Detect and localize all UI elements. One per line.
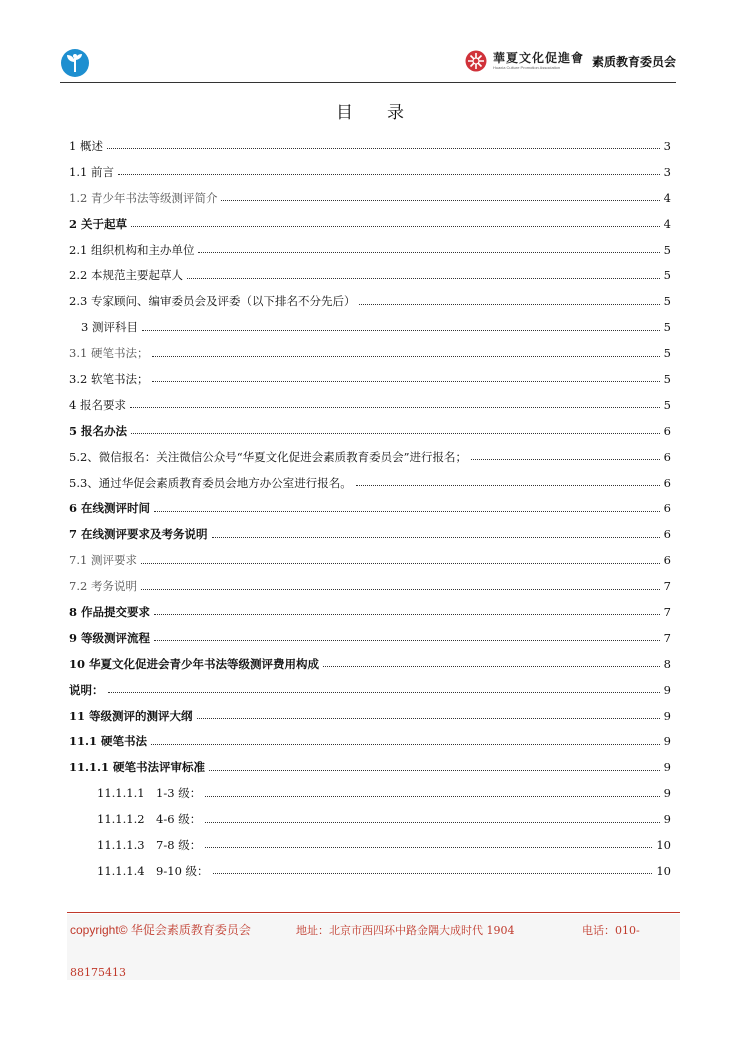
toc-entry[interactable] <box>69 133 671 159</box>
toc-page-number: 6 <box>663 527 671 542</box>
child-sprout-logo-icon <box>60 48 90 78</box>
toc-page-number: 7 <box>663 604 671 619</box>
toc-page-number: 9 <box>663 734 671 749</box>
toc-page-number: 5 <box>663 268 671 283</box>
toc-entry[interactable] <box>69 806 671 832</box>
toc-entry-title: 3 测评科目 <box>81 320 138 335</box>
toc-dot-leader <box>198 252 659 253</box>
toc-dot-leader <box>131 226 660 227</box>
toc-page-number: 9 <box>663 760 671 775</box>
org-name-cn: 華夏文化促進會 <box>492 50 584 65</box>
toc-page-number: 6 <box>663 553 671 568</box>
toc-page-number: 9 <box>663 682 671 697</box>
toc-dot-leader <box>118 174 660 175</box>
toc-page-number: 8 <box>663 656 671 671</box>
toc-entry[interactable] <box>69 314 671 340</box>
toc-entry-title: 5 报名办法 <box>69 423 128 438</box>
toc-entry[interactable] <box>69 832 671 858</box>
toc-page-number: 6 <box>663 449 671 464</box>
toc-page-number: 6 <box>663 501 671 516</box>
org-brand <box>465 46 676 76</box>
toc-entry[interactable] <box>69 237 671 263</box>
page-header <box>60 40 676 84</box>
association-seal-icon <box>465 50 487 72</box>
toc-page-number: 10 <box>656 863 671 878</box>
toc-entry-title: 2.3 专家顾问、编审委员会及评委（以下排名不分先后） <box>69 294 356 309</box>
toc-entry-title: 11 等级测评的测评大纲 <box>69 708 193 723</box>
footer-address: 地址：北京市西四环中路金隅大成时代 1904 <box>296 924 515 937</box>
toc-dot-leader <box>142 330 660 331</box>
toc-entry-title: 1.2 青少年书法等级测评简介 <box>69 190 218 205</box>
toc-entry[interactable] <box>69 288 671 314</box>
toc-dot-leader <box>187 278 660 279</box>
toc-dot-leader <box>205 822 659 823</box>
org-name <box>493 52 584 71</box>
toc-dot-leader <box>212 537 660 538</box>
toc-entry-title: 7.1 测评要求 <box>69 553 137 568</box>
toc-entry[interactable] <box>69 651 671 677</box>
footer-phone-label: 电话：010- <box>582 924 640 937</box>
toc-page-number: 7 <box>663 579 671 594</box>
toc-dot-leader <box>221 200 659 201</box>
toc-dot-leader <box>205 796 659 797</box>
toc-page-number: 10 <box>656 837 671 852</box>
toc-entry[interactable] <box>69 573 671 599</box>
toc-dot-leader <box>471 459 660 460</box>
toc-entry[interactable] <box>69 754 671 780</box>
toc-page-number: 6 <box>663 423 671 438</box>
toc-entry-title: 11.1.1.4 9-10 级： <box>97 863 209 878</box>
toc-page-number: 7 <box>663 630 671 645</box>
committee-name: 素质教育委员会 <box>591 54 676 69</box>
toc-dot-leader <box>141 589 660 590</box>
toc-entry-title: 11.1.1 硬笔书法评审标准 <box>69 760 206 775</box>
toc-entry[interactable] <box>69 625 671 651</box>
toc-dot-leader <box>323 666 660 667</box>
toc-page-number: 5 <box>663 397 671 412</box>
table-of-contents <box>69 133 671 884</box>
toc-entry-title: 7.2 考务说明 <box>69 579 137 594</box>
footer-copyright: copyright© 华促会素质教育委员会 <box>70 923 251 937</box>
toc-dot-leader <box>130 407 660 408</box>
toc-dot-leader <box>154 614 660 615</box>
toc-dot-leader <box>205 847 652 848</box>
toc-page-number: 5 <box>663 242 671 257</box>
toc-entry[interactable] <box>69 444 671 470</box>
toc-dot-leader <box>107 148 660 149</box>
toc-entry-title: 11.1 硬笔书法 <box>69 734 148 749</box>
toc-entry[interactable] <box>69 392 671 418</box>
toc-entry-title: 1 概述 <box>69 138 103 153</box>
toc-dot-leader <box>197 718 660 719</box>
toc-entry[interactable] <box>69 470 671 496</box>
toc-entry[interactable] <box>69 418 671 444</box>
toc-dot-leader <box>152 381 659 382</box>
toc-entry[interactable] <box>69 211 671 237</box>
toc-page-number: 3 <box>663 164 671 179</box>
toc-page-number: 6 <box>663 475 671 490</box>
toc-page-number: 5 <box>663 371 671 386</box>
toc-entry-title: 3.1 硬笔书法； <box>69 346 149 361</box>
toc-entry-title: 9 等级测评流程 <box>69 630 151 645</box>
toc-dot-leader <box>154 640 660 641</box>
toc-entry[interactable] <box>69 159 671 185</box>
footer-phone-number: 88175413 <box>70 966 126 979</box>
toc-entry-title: 2.2 本规范主要起草人 <box>69 268 183 283</box>
toc-page-number: 9 <box>663 786 671 801</box>
toc-entry[interactable] <box>69 547 671 573</box>
toc-entry-title: 4 报名要求 <box>69 397 126 412</box>
toc-page-number: 3 <box>663 138 671 153</box>
toc-dot-leader <box>356 485 660 486</box>
toc-dot-leader <box>213 873 653 874</box>
toc-entry-title: 11.1.1.3 7-8 级： <box>97 837 202 852</box>
toc-entry-title: 6 在线测评时间 <box>69 501 151 516</box>
toc-page-number: 5 <box>663 320 671 335</box>
toc-entry[interactable] <box>69 858 671 884</box>
toc-entry[interactable] <box>69 728 671 754</box>
toc-entry-title: 2 关于起草 <box>69 216 128 231</box>
toc-entry-title: 1.1 前言 <box>69 164 114 179</box>
toc-entry-title: 说明： <box>69 682 104 697</box>
toc-entry[interactable] <box>69 677 671 703</box>
toc-entry-title: 5.3、通过华促会素质教育委员会地方办公室进行报名。 <box>69 475 352 490</box>
toc-dot-leader <box>141 563 660 564</box>
toc-entry-title: 11.1.1.2 4-6 级： <box>97 812 202 827</box>
toc-entry-title: 8 作品提交要求 <box>69 604 151 619</box>
footer-divider <box>67 912 680 913</box>
toc-dot-leader <box>131 433 660 434</box>
org-name-en: Huaxia Culture Promotion Association <box>492 64 561 70</box>
toc-entry[interactable] <box>69 366 671 392</box>
toc-entry-title: 5.2、微信报名：关注微信公众号“华夏文化促进会素质教育委员会”进行报名； <box>69 449 468 464</box>
toc-entry-title: 3.2 软笔书法； <box>69 371 149 386</box>
toc-entry[interactable] <box>69 185 671 211</box>
toc-entry[interactable] <box>69 703 671 729</box>
header-divider <box>60 82 676 83</box>
toc-entry[interactable] <box>69 599 671 625</box>
toc-entry[interactable] <box>69 340 671 366</box>
toc-dot-leader <box>359 304 659 305</box>
toc-entry[interactable] <box>69 495 671 521</box>
toc-entry[interactable] <box>69 262 671 288</box>
toc-dot-leader <box>151 744 660 745</box>
toc-page-number: 5 <box>663 294 671 309</box>
toc-dot-leader <box>108 692 660 693</box>
toc-entry-title: 2.1 组织机构和主办单位 <box>69 242 195 257</box>
toc-page-number: 9 <box>663 812 671 827</box>
toc-page-number: 5 <box>663 346 671 361</box>
toc-entry-title: 11.1.1.1 1-3 级： <box>97 786 202 801</box>
toc-page-number: 9 <box>663 708 671 723</box>
toc-dot-leader <box>209 770 660 771</box>
toc-page-number: 4 <box>663 216 671 231</box>
toc-entry[interactable] <box>69 521 671 547</box>
page-title: 目录 <box>336 103 438 123</box>
toc-dot-leader <box>154 511 660 512</box>
toc-entry[interactable] <box>69 780 671 806</box>
toc-dot-leader <box>152 356 659 357</box>
toc-entry-title: 7 在线测评要求及考务说明 <box>69 527 208 542</box>
toc-entry-title: 10 华夏文化促进会青少年书法等级测评费用构成 <box>69 656 320 671</box>
toc-page-number: 4 <box>663 190 671 205</box>
